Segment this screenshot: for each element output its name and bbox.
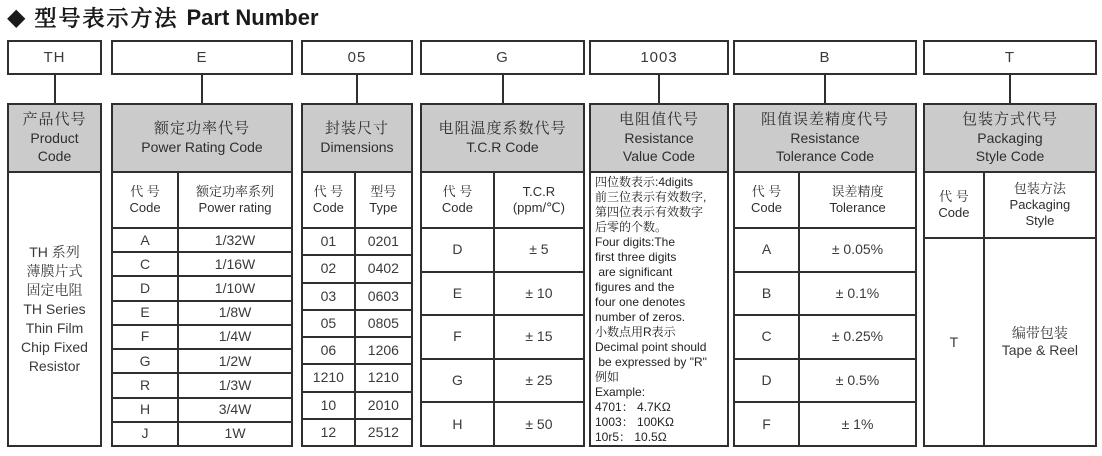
code-cell: F — [453, 328, 462, 345]
code-column-header — [303, 173, 354, 227]
code-cell: F — [762, 415, 771, 432]
header-en: Value Code — [622, 148, 696, 164]
code-cell: 03 — [320, 287, 337, 304]
header-en: Packaging — [977, 130, 1043, 146]
code-cell: E — [452, 284, 463, 301]
table-header-row — [925, 173, 1095, 239]
code-cell: D — [761, 372, 772, 389]
note-line: 10r5： 10.5Ω — [595, 430, 667, 444]
value-cell: ± 10 — [493, 273, 583, 315]
note-line: be expressed by "R" — [595, 355, 707, 369]
value-cell — [983, 239, 1095, 445]
table-row — [422, 229, 583, 273]
table-row — [303, 420, 411, 445]
code-column-header — [113, 173, 177, 227]
page-title-zh: 型号表示方法 — [34, 6, 179, 31]
value-cell: 2010 — [354, 393, 411, 418]
product-description — [7, 171, 102, 447]
product-line: Chip Fixed — [21, 338, 88, 355]
table-row — [303, 393, 411, 420]
column-header-tolerance — [733, 103, 917, 173]
value-cell: ± 1% — [798, 403, 915, 445]
table-row — [113, 374, 291, 398]
column-header-dimensions — [301, 103, 413, 173]
code-cell: 12 — [320, 423, 337, 440]
connector-line — [502, 75, 504, 103]
value-cell: 1/8W — [177, 302, 291, 324]
th-zh: 代 号 — [751, 184, 782, 199]
note-line: are significant — [595, 265, 673, 279]
value-cell: ± 0.1% — [798, 273, 915, 315]
table-row — [735, 360, 915, 404]
value-cell: ± 25 — [493, 360, 583, 402]
value-column-header — [798, 173, 915, 227]
product-line: Resistor — [28, 357, 81, 374]
code-cell: R — [139, 376, 151, 393]
connector-line — [356, 75, 358, 103]
header-zh: 阻值误差精度代号 — [760, 111, 889, 128]
value-cell: 1/16W — [177, 253, 291, 275]
value-cell: 1206 — [354, 338, 411, 363]
connector-line — [824, 75, 826, 103]
value-column-header — [177, 173, 291, 227]
th-zh: 包装方法 — [1013, 181, 1066, 196]
value-cell: 1210 — [354, 365, 411, 390]
value-cell: 0402 — [354, 256, 411, 281]
table-row — [113, 277, 291, 301]
table-row — [113, 326, 291, 350]
value-cell: ± 5 — [493, 229, 583, 271]
column-tolerance — [733, 40, 917, 447]
part-code-box-power: E — [111, 40, 293, 75]
value-cell: ± 0.25% — [798, 316, 915, 358]
column-tcr — [420, 40, 585, 447]
code-cell: C — [139, 255, 151, 272]
value-column-header — [493, 173, 583, 227]
value-cell: 1/4W — [177, 326, 291, 348]
table-row — [735, 316, 915, 360]
header-en: T.C.R Code — [466, 139, 539, 155]
code-cell: G — [451, 372, 463, 389]
th-en: Style — [1025, 213, 1055, 228]
value-cell: 1W — [177, 423, 291, 445]
note-line: Example: — [595, 385, 646, 399]
table-row — [303, 338, 411, 365]
th-zh: 代 号 — [442, 184, 473, 199]
product-line: TH 系列 — [29, 243, 80, 260]
table-row — [113, 229, 291, 253]
value-cell: 1/3W — [177, 374, 291, 396]
th-en: Code — [312, 200, 344, 215]
column-dimensions — [301, 40, 413, 447]
value-cell: 0603 — [354, 284, 411, 309]
value-cell: 0201 — [354, 229, 411, 254]
th-en: Code — [441, 200, 473, 215]
value-column-header — [983, 173, 1095, 237]
header-en: Code — [37, 148, 72, 164]
table-header-row — [735, 173, 915, 229]
part-code-box-packaging: T — [923, 40, 1097, 75]
value-column-header — [354, 173, 411, 227]
header-en: Product — [30, 130, 79, 146]
note-line: first three digits — [595, 250, 677, 264]
value-cell: ± 0.5% — [798, 360, 915, 402]
table-row — [735, 403, 915, 445]
connector-line — [658, 75, 660, 103]
value-cell: 1/2W — [177, 350, 291, 372]
connector-line — [54, 75, 56, 103]
note-line: 后零的个数。 — [595, 220, 668, 234]
code-cell: D — [139, 280, 151, 297]
note-line: four one denotes — [595, 295, 686, 309]
code-cell: 01 — [320, 233, 337, 250]
value-cell: 0805 — [354, 311, 411, 336]
value-cell: ± 50 — [493, 403, 583, 445]
header-zh: 电阻温度系数代号 — [438, 120, 567, 137]
code-cell: A — [140, 231, 150, 248]
part-code-box-dimensions: 05 — [301, 40, 413, 75]
header-zh: 电阻值代号 — [618, 111, 699, 128]
column-header-packaging — [923, 103, 1097, 173]
code-cell: 06 — [320, 342, 337, 359]
page-title — [7, 2, 319, 33]
code-cell: F — [140, 328, 150, 345]
connector-line — [1009, 75, 1011, 103]
th-zh: 代 号 — [130, 184, 160, 199]
header-en: Style Code — [975, 148, 1045, 164]
th-zh: 代 号 — [939, 189, 969, 204]
code-column-header — [422, 173, 493, 227]
value-cell: ± 0.05% — [798, 229, 915, 271]
table-header-row — [303, 173, 411, 229]
table-row — [422, 316, 583, 360]
th-en: Code — [750, 200, 783, 215]
header-en: Power Rating Code — [141, 139, 263, 155]
table-row — [303, 311, 411, 338]
connector-line — [201, 75, 203, 103]
th-zh: 代 号 — [313, 184, 344, 199]
table-row — [303, 365, 411, 392]
product-line: 固定电阻 — [26, 281, 83, 298]
table-row — [422, 360, 583, 404]
column-header-power — [111, 103, 293, 173]
code-cell: D — [452, 241, 463, 258]
product-line: 薄膜片式 — [26, 262, 83, 279]
code-cell: 10 — [320, 396, 337, 413]
table-row — [113, 423, 291, 445]
resistance-value-note — [589, 171, 729, 447]
table-row — [735, 229, 915, 273]
th-en: Tolerance — [829, 200, 886, 215]
table-row — [422, 403, 583, 445]
code-cell: 02 — [320, 260, 337, 277]
product-line: TH Series — [23, 300, 86, 317]
packaging-table — [923, 171, 1097, 447]
value-cell: 3/4W — [177, 399, 291, 421]
column-power-rating — [111, 40, 293, 447]
table-row — [303, 229, 411, 256]
note-line: 小数点用R表示 — [595, 325, 676, 339]
value-cell: 1/32W — [177, 229, 291, 251]
table-row — [113, 399, 291, 423]
note-line: Decimal point should — [595, 340, 707, 354]
th-en: (ppm/℃) — [512, 200, 565, 215]
page-title-en: Part Number — [186, 4, 319, 30]
th-zh: 额定功率系列 — [196, 184, 275, 199]
note-line: number of zeros. — [595, 310, 686, 324]
code-cell: J — [141, 425, 149, 442]
note-line: 例如 — [595, 370, 620, 384]
code-column-header — [735, 173, 798, 227]
th-en: Type — [369, 200, 398, 215]
header-en: Resistance — [790, 130, 860, 146]
header-zh: 包装方式代号 — [961, 111, 1058, 128]
packaging-style-zh: 编带包装 — [1011, 325, 1068, 341]
table-row — [113, 253, 291, 277]
column-header-value — [589, 103, 729, 173]
code-cell: H — [139, 401, 151, 418]
code-cell: A — [761, 241, 772, 258]
th-en: T.C.R — [522, 184, 556, 199]
th-en: Power rating — [198, 200, 272, 215]
column-resistance-value — [589, 40, 729, 447]
packaging-style-en: Tape & Reel — [1001, 342, 1079, 358]
header-zh: 产品代号 — [22, 111, 87, 128]
part-code-box-tcr: G — [420, 40, 585, 75]
table-row — [113, 350, 291, 374]
column-header-tcr — [420, 103, 585, 173]
note-line: Four digits:The — [595, 235, 676, 249]
table-header-row — [113, 173, 291, 229]
table-row — [735, 273, 915, 317]
diamond-bullet-icon: ◆ — [7, 3, 27, 31]
table-row — [422, 273, 583, 317]
value-cell: 1/10W — [177, 277, 291, 299]
table-row — [303, 256, 411, 283]
code-cell: 1210 — [312, 369, 344, 386]
th-zh: 型号 — [370, 184, 397, 199]
column-packaging — [923, 40, 1097, 447]
header-en: Resistance — [624, 130, 694, 146]
th-en: Packaging — [1009, 197, 1071, 212]
header-en: Dimensions — [320, 139, 394, 155]
note-line: figures and the — [595, 280, 675, 294]
code-cell: C — [761, 328, 772, 345]
th-en: Code — [129, 200, 161, 215]
dimensions-table — [301, 171, 413, 447]
part-code-box-tolerance: B — [733, 40, 917, 75]
table-row — [113, 302, 291, 326]
value-cell: ± 15 — [493, 316, 583, 358]
note-line: 前三位表示有效数字, — [595, 190, 707, 204]
product-line: Thin Film — [25, 319, 84, 336]
tcr-table — [420, 171, 585, 447]
column-product — [7, 40, 102, 447]
code-cell: 05 — [320, 314, 337, 331]
code-cell: G — [139, 352, 151, 369]
code-cell: B — [761, 284, 772, 301]
code-cell: H — [452, 415, 463, 432]
th-zh: 误差精度 — [831, 184, 884, 199]
power-rating-table — [111, 171, 293, 447]
header-en: Tolerance Code — [775, 148, 875, 164]
note-line: 4701： 4.7KΩ — [595, 400, 671, 414]
table-row — [925, 239, 1095, 445]
th-en: Code — [938, 205, 970, 220]
note-line: 四位数表示:4digits — [595, 175, 694, 189]
table-row — [303, 284, 411, 311]
table-header-row — [422, 173, 583, 229]
code-cell: E — [140, 304, 150, 321]
code-cell: T — [949, 333, 959, 350]
part-code-box-product: TH — [7, 40, 102, 75]
part-code-box-value: 1003 — [589, 40, 729, 75]
column-header-product — [7, 103, 102, 173]
code-column-header — [925, 173, 983, 237]
tolerance-table — [733, 171, 917, 447]
note-line: 1003： 100KΩ — [595, 415, 675, 429]
value-cell: 2512 — [354, 420, 411, 445]
header-zh: 封装尺寸 — [324, 120, 389, 137]
note-line: 第四位表示有效数字 — [595, 205, 704, 219]
header-zh: 额定功率代号 — [153, 120, 250, 137]
